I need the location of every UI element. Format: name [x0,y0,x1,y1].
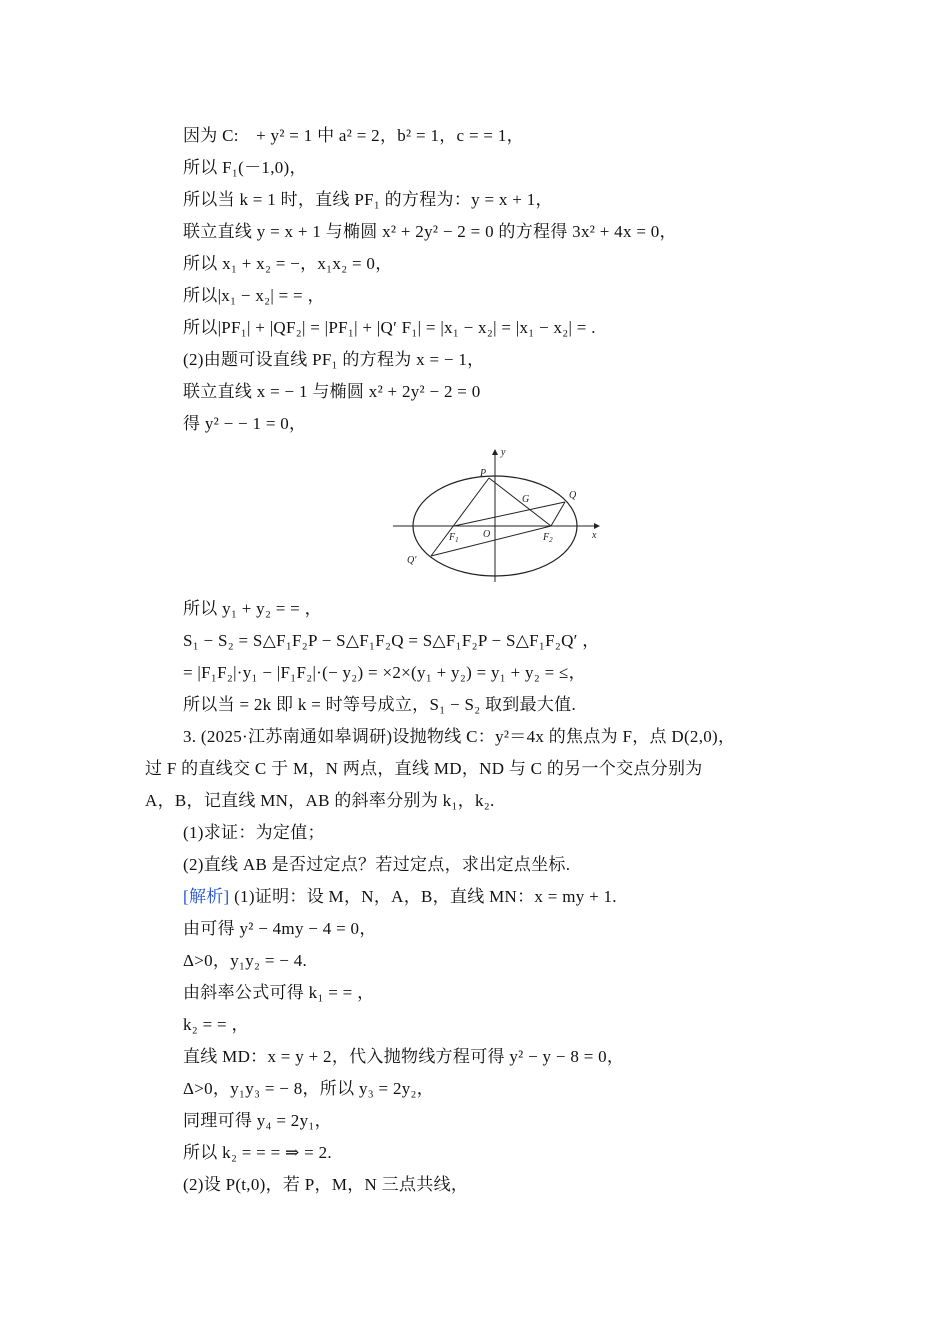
text-line: (2)由题可设直线 PF₁ 的方程为 x = − 1， [183,350,485,369]
label-x: x [592,530,597,541]
text-line: 所以当 = 2k 即 k = 时等号成立，S₁ − S₂ 取到最大值. [183,695,577,714]
text-line: (1)求证：为定值； [183,823,325,842]
label-g: G [522,494,530,505]
text-line: 3. (2025·江苏南通如皋调研)设抛物线 C：y²＝4x 的焦点为 F，点 D(2,0)， [183,727,736,746]
text-line: 所以 y₁ + y₂ = = ， [183,599,322,618]
text-line: S₁ − S₂ = S△F₁F₂P − S△F₁F₂Q = S△F₁F₂P − S△F₁F₂Q′ ， [183,631,600,650]
text-line: = |F₁F₂|·y₁ − |F₁F₂|·(− y₂) = ×2×(y₁ + y₂) = y₁ + y₂ = ≤， [183,663,586,682]
text-line: 由可得 y² − 4my − 4 = 0， [183,919,377,938]
text-line: 所以|PF₁| + |QF₂| = |PF₁| + |Q′ F₁| = |x₁ − x₂| = |x₁ − x₂| = . [183,318,596,337]
text-line: Δ>0，y₁y₃ = − 8，所以 y₃ = 2y₂， [183,1079,435,1098]
text-line: 所以 F₁(－1,0)， [183,158,307,177]
text-line: 由斜率公式可得 k₁ = = ， [183,983,375,1002]
analysis-tag: [解析] [183,887,230,906]
text-line: 所以 x₁ + x₂ = −，x₁x₂ = 0， [183,254,393,273]
text-line: 直线 MD：x = y + 2，代入抛物线方程可得 y² − y − 8 = 0， [183,1047,625,1066]
text-line: 因为 C: + y² = 1 中 a² = 2，b² = 1，c = = 1， [183,126,524,145]
text-line [183,886,617,908]
text-line: (2)直线 AB 是否过定点？若过定点，求出定点坐标. [183,855,571,874]
text-line: k₂ = = ， [183,1015,249,1034]
label-q: Q [569,490,577,501]
label-qprime: Q′ [407,555,417,566]
text-line: (2)设 P(t,0)，若 P，M，N 三点共线， [183,1175,469,1194]
text-line: 所以当 k = 1 时，直线 PF₁ 的方程为：y = x + 1， [183,190,553,209]
label-f2: $F_2$ [543,532,553,544]
label-p: P [480,468,487,479]
text-line: A，B，记直线 MN，AB 的斜率分别为 k₁，k₂. [145,791,495,810]
label-y: y [501,447,506,458]
text-line: Δ>0，y₁y₂ = − 4. [183,951,308,970]
ellipse-figure [385,444,605,589]
text-line: 所以 k₂ = = = ⇒ = 2. [183,1143,332,1162]
text-line: 所以|x₁ − x₂| = = ， [183,286,325,305]
text-line: 联立直线 y = x + 1 与椭圆 x² + 2y² − 2 = 0 的方程得 3x² + 4x = 0， [183,222,677,241]
analysis-text: (1)证明：设 M，N，A，B，直线 MN：x = my + 1. [229,887,617,906]
ellipse-diagram [385,444,605,589]
segment-f2-q [551,502,565,526]
label-f1: $F_1$ [449,532,459,544]
segment-f1-q [454,502,565,526]
text-line: 得 y² − − 1 = 0， [183,414,307,433]
label-o: O [483,529,491,540]
text-line: 过 F 的直线交 C 于 M，N 两点，直线 MD，ND 与 C 的另一个交点分别为 [145,759,703,778]
text-line: 联立直线 x = − 1 与椭圆 x² + 2y² − 2 = 0 [183,382,481,401]
text-line: 同理可得 y₄ = 2y₁， [183,1111,332,1130]
